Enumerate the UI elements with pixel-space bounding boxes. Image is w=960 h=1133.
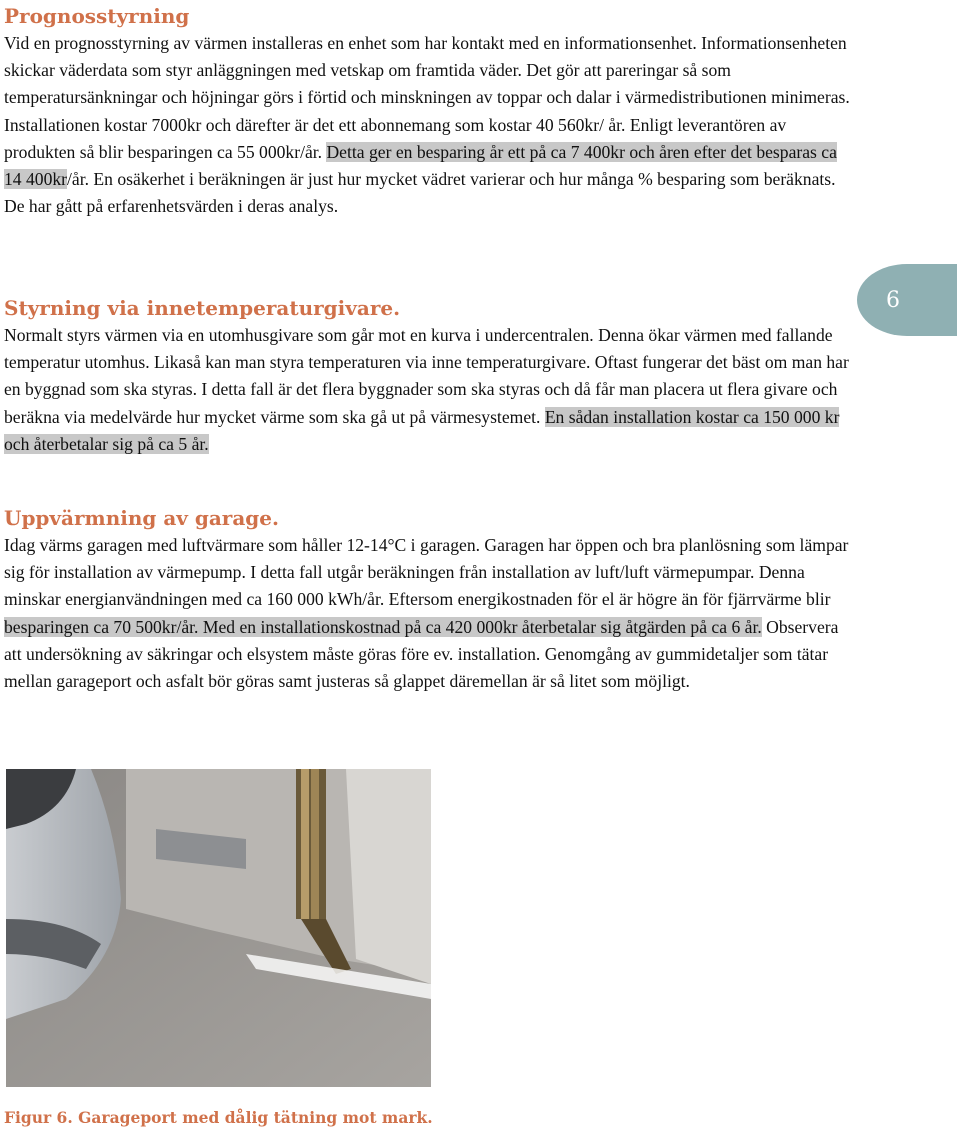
highlighted-text: besparingen ca 70 500kr/år. Med en installationskostnad på ca 420 000kr återbetalar sig åtgärden på ca 6 år. <box>4 616 762 637</box>
page-number: 6 <box>886 287 900 313</box>
paragraph-text: Idag värms garagen med luftvärmare som håller 12-14°C i garagen. Garagen har öppen och bra planlösning som lämpar sig för installation av värmepump. I detta fall utgår beräkningen från installation av luft/luft värmepumpar. Denna minskar energianvändningen med ca 160 000 kWh/år. Eftersom energikostnaden för el är högre än för fjärrvärme blir <box>4 535 849 610</box>
figure-photo <box>6 769 431 1087</box>
section-heading: Styrning via innetemperaturgivare. <box>4 296 401 320</box>
section-prognosstyrning <box>4 3 854 220</box>
section-innetemperaturgivare <box>4 295 854 458</box>
paragraph-text: Vid en prognosstyrning av värmen installeras en enhet som har kontakt med en informationsenhet. Informationsenheten skickar väderdata som styr anläggningen med vetskap om framtida väder. Det gör att pareringar så som temperatursänkningar och höjningar görs i förtid och minskningen av toppar och dalar i värmedistributionen minimeras. Installationen kostar 7000kr och därefter är det ett abonnemang som kostar 40 560kr/ år. Enligt leverantören av produkten så blir besparingen ca 55 000kr/år. <box>4 33 850 162</box>
garage-door-photo <box>6 769 431 1087</box>
section-heading: Uppvärmning av garage. <box>4 506 279 530</box>
section-garage <box>4 505 854 695</box>
page-number-badge <box>857 264 957 336</box>
section-paragraph <box>4 30 854 220</box>
paragraph-text: Observera att undersökning av säkringar och elsystem måste göras före ev. installation. Genomgång av gummidetaljer som tätar mellan garageport och asfalt bör göras samt justeras så glappet däremellan är så litet som möjligt. <box>4 616 839 692</box>
section-paragraph <box>4 532 854 695</box>
paragraph-text: Normalt styrs värmen via en utomhusgivare som går mot en kurva i undercentralen. Denna ökar värmen med fallande temperatur utomhus. Likaså kan man styra temperaturen via inne temperaturgivare. Oftast fungerar det bäst om man har en byggnad som ska styras. I detta fall är det flera byggnader som ska styras och då får man placera ut flera givare och beräkna via medelvärde hur mycket värme som ska gå ut på värmesystemet. <box>4 325 849 427</box>
highlighted-text: En sådan installation kostar ca 150 000 kr och återbetalar sig på ca 5 år. <box>4 406 840 454</box>
section-heading: Prognosstyrning <box>4 4 190 28</box>
figure-caption: Figur 6. Garageport med dålig tätning mot mark. <box>4 1108 433 1127</box>
paragraph-text: /år. En osäkerhet i beräkningen är just hur mycket vädret varierar och hur många % besparing som beräknats. De har gått på erfarenhetsvärden i deras analys. <box>4 169 836 217</box>
section-paragraph <box>4 322 854 458</box>
highlighted-text: Detta ger en besparing år ett på ca 7 400kr och åren efter det besparas ca 14 400kr <box>4 141 837 190</box>
